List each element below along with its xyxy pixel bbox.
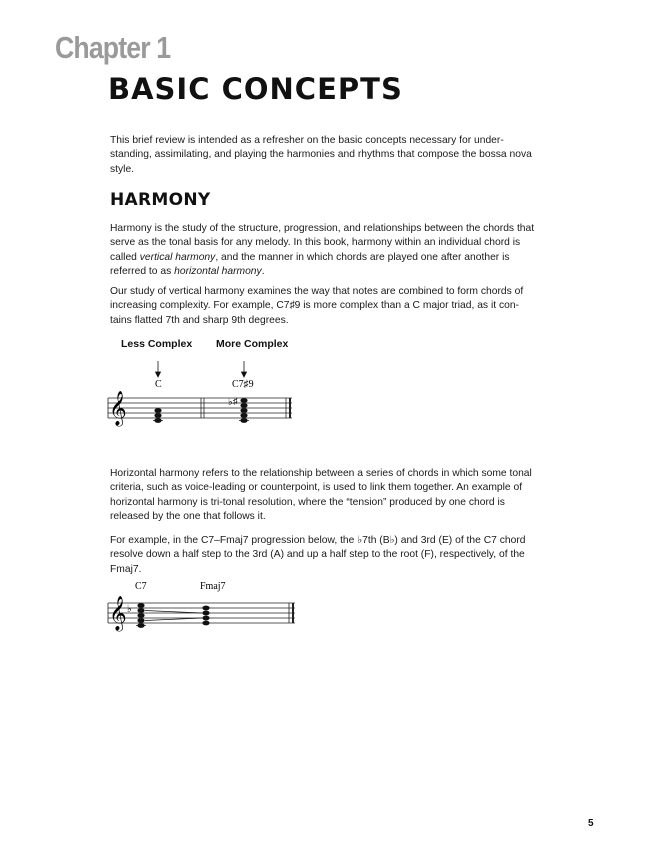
page-number: 5 [588,818,594,829]
horizontal-harmony-term: horizontal harmony [174,265,262,277]
chapter-title: BASIC CONCEPTS [108,72,403,106]
arrow-down-icon [242,361,247,377]
chapter-label: Chapter 1 [55,30,171,65]
chord-symbol-2: C7♯9 [232,379,254,390]
flat-icon: ♭ [228,397,233,408]
chord-symbol-1: C [155,379,162,390]
more-complex-label: More Complex [216,338,289,350]
harmony-paragraph-4: For example, in the C7–Fmaj7 progression below, the ♭7th (B♭) and 3rd (E) of the C7 chord resolve down a half step to the 3rd (A) and up a half step to the root (F), respectively, of the Fmaj7. [110,535,526,575]
chord-notes-fmaj7 [202,606,209,626]
harmony-heading: HARMONY [110,190,211,210]
chord-notes-2 [239,398,249,423]
arrow-down-icon [156,361,161,377]
sharp-icon: ♯ [233,396,238,406]
chord-symbol-c7: C7 [135,581,147,592]
notation-example-1 [105,355,305,435]
chord-notes-1 [153,408,163,423]
voice-leading-lines [145,611,202,621]
intro-paragraph: This brief review is intended as a refresher on the basic concepts necessary for under-standing, assimilating, and playing the harmonies and rhythms that compose the bossa nova style. [110,135,532,175]
key-signature-flat-icon: ♭ [127,604,132,615]
treble-clef-icon: 𝄞 [109,392,127,425]
chord-symbol-fmaj7: Fmaj7 [200,581,226,592]
vertical-harmony-term: vertical harmony [139,251,216,263]
para1-text-c: . [261,265,265,277]
treble-clef-icon: 𝄞 [109,597,127,630]
para1-text-b: , and the manner in which chords are played one after another is referred to as [110,251,510,277]
harmony-paragraph-2: Our study of vertical harmony examines the way that notes are combined to form chords of increasing complexity. For example, C7♯9 is more complex than a C major triad, as it con-tains flatted 7th and sharp 9th degrees. [110,286,524,326]
notation-example-2 [105,578,305,640]
chord-notes-c7 [136,603,146,628]
less-complex-label: Less Complex [121,338,193,350]
harmony-paragraph-1 [110,222,540,279]
staff-lines [108,398,292,418]
para1-text-a: Harmony is the study of the structure, progression, and relationships between the chords that serve as the tonal basis for any melody. In this book, harmony within an individual chord is called [110,223,535,263]
harmony-paragraph-3: Horizontal harmony refers to the relationship between a series of chords in which some tonal criteria, such as voice-leading or counterpoint, is used to link them together. An example of horizontal harmony is tri-tonal resolution, where the “tension” produced by one chord is released by the one that follows it. [110,468,532,522]
